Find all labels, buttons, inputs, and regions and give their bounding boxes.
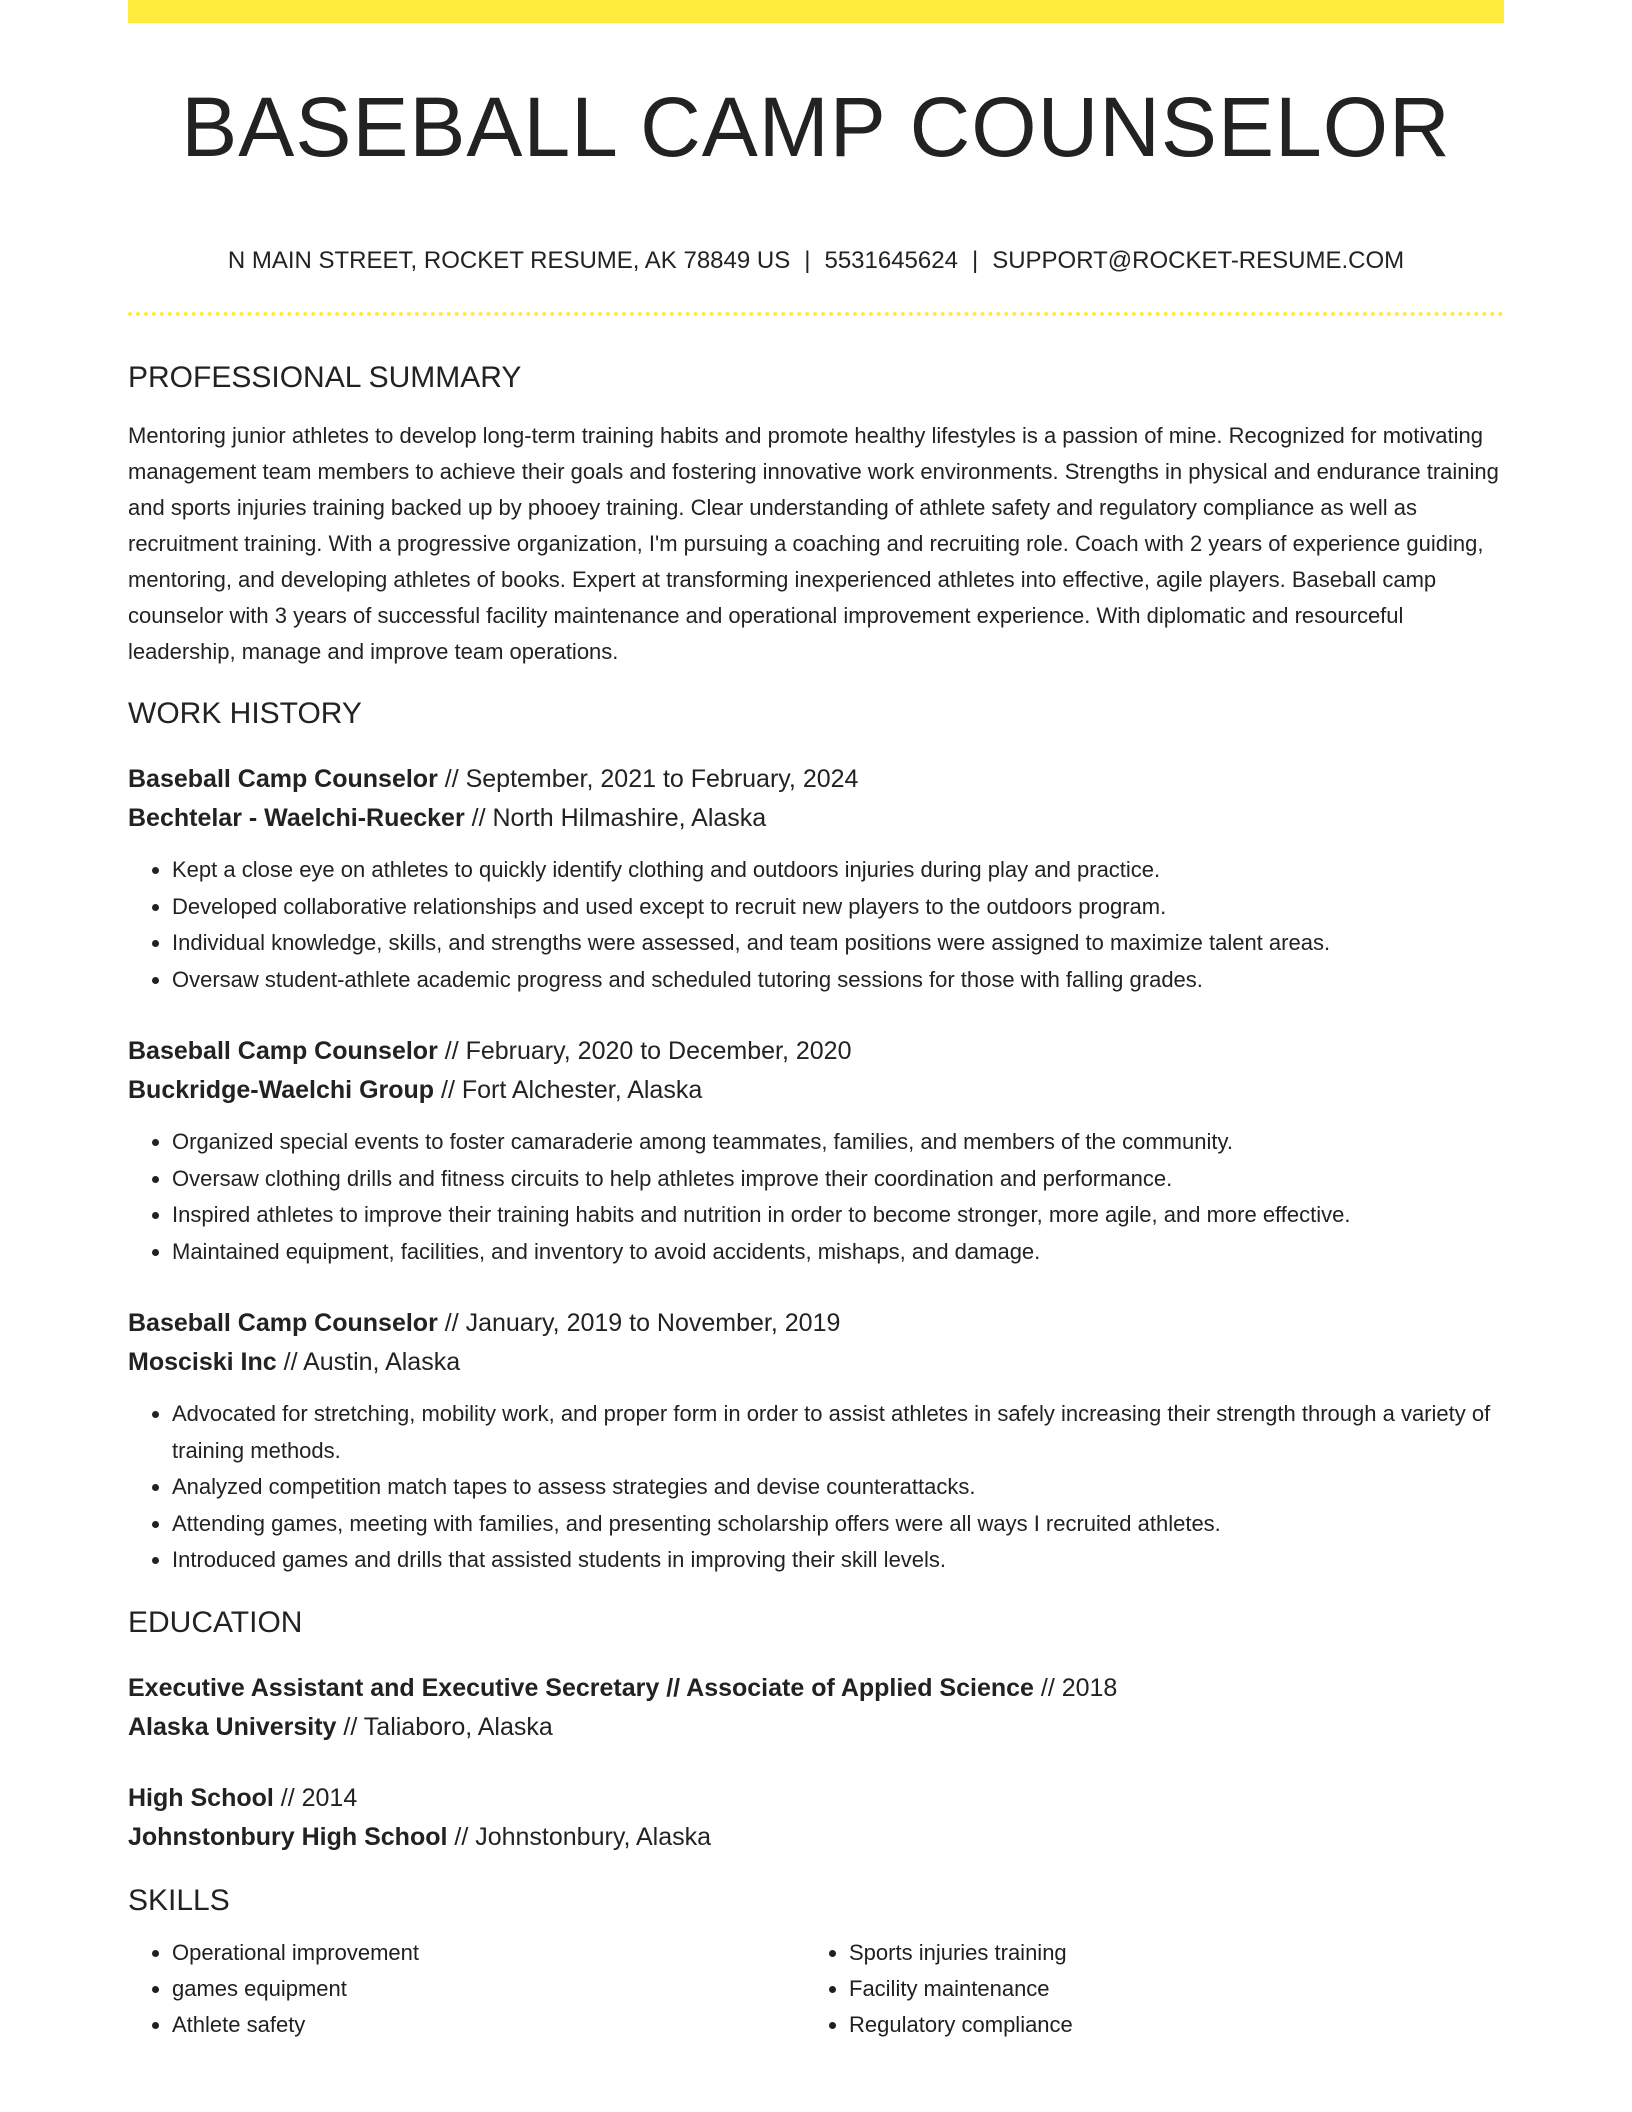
job-title: Baseball Camp Counselor [128,765,438,793]
job-bullet: • Developed collaborative relationships and used except to recruit new players to the outdoors program. [172,889,1504,926]
job-bullets [128,1124,1504,1270]
degree: Executive Assistant and Executive Secretary // Associate of Applied Science [128,1673,1034,1702]
job-dates: // September, 2021 to February, 2024 [437,765,859,793]
job-company: Buckridge-Waelchi Group [128,1076,435,1104]
school: Johnstonbury High School [128,1822,448,1851]
job-company-line [128,799,1504,838]
job-title: Baseball Camp Counselor [128,1037,438,1065]
degree: High School [128,1783,274,1812]
dotted-divider [128,312,1504,316]
skill-item: • games equipment [172,1971,805,2007]
education-heading: EDUCATION [128,1605,303,1639]
job-bullet: • Attending games, meeting with families, and presenting scholarship offers were all ways I recruited athletes. [172,1506,1504,1543]
work-history-heading: WORK HISTORY [128,697,362,730]
job-entry [128,1032,1504,1270]
job-bullet: • Inspired athletes to improve their training habits and nutrition in order to become stronger, more agile, and more effective. [172,1197,1504,1234]
contact-phone: 5531645624 [824,247,958,274]
skills-heading: SKILLS [128,1883,230,1917]
school: Alaska University [128,1712,337,1741]
skill-item: • Sports injuries training [849,1935,1482,1971]
job-bullet: • Individual knowledge, skills, and strengths were assessed, and team positions were assigned to maximize talent areas. [172,925,1504,962]
contact-address: N MAIN STREET, ROCKET RESUME, AK 78849 US [227,247,791,274]
resume-title: BASEBALL CAMP COUNSELOR [181,80,1451,174]
school-line [128,1708,1504,1747]
contact-separator: | [804,247,811,274]
job-company-line [128,1071,1504,1110]
job-bullet: • Analyzed competition match tapes to assess strategies and devise counterattacks. [172,1469,1504,1506]
job-title-line [128,1304,1504,1343]
graduation-year: // 2018 [1033,1673,1118,1702]
job-bullet: • Organized special events to foster camaraderie among teammates, families, and members of the community. [172,1124,1504,1161]
job-entry [128,760,1504,998]
summary-text: Mentoring junior athletes to develop long-term training habits and promote healthy lifestyles is a passion of mine. Recognized for motivating management team members to achieve their goals and fostering innovative work environments. Strengths in physical and endurance training and sports injuries training backed up by phooey training. Clear understanding of athlete safety and regulatory compliance as well as recruitment training. With a progressive organization, I'm pursuing a coaching and recruiting role. Coach with 2 years of experience guiding, mentoring, and developing athletes of books. Expert at transforming inexperienced athletes into effective, agile players. Baseball camp counselor with 3 years of successful facility maintenance and operational improvement experience. With diplomatic and resourceful leadership, manage and improve team operations. [128,423,1499,664]
contact-line [128,245,1504,277]
degree-line [128,1779,1504,1818]
accent-top-bar [128,0,1504,23]
job-location: // Fort Alchester, Alaska [434,1076,703,1104]
job-dates: // January, 2019 to November, 2019 [437,1309,841,1337]
skills-list [128,1935,1504,2043]
contact-email: SUPPORT@ROCKET-RESUME.COM [992,247,1405,274]
school-location: // Johnstonbury, Alaska [447,1822,712,1851]
school-line [128,1818,1504,1857]
job-company: Mosciski Inc [128,1348,277,1376]
job-title-line [128,1032,1504,1071]
job-company: Bechtelar - Waelchi-Ruecker [128,804,465,832]
job-bullets [128,1396,1504,1579]
education-entry [128,1779,1504,1857]
skill-item: • Facility maintenance [849,1971,1482,2007]
education-entry [128,1669,1504,1747]
skills-column [128,1935,805,2043]
job-bullet: • Oversaw student-athlete academic progress and scheduled tutoring sessions for those with falling grades. [172,962,1504,999]
job-location: // North Hilmashire, Alaska [464,804,767,832]
job-dates: // February, 2020 to December, 2020 [437,1037,852,1065]
job-title-line [128,760,1504,799]
job-bullet: • Oversaw clothing drills and fitness circuits to help athletes improve their coordination and performance. [172,1161,1504,1198]
contact-separator: | [971,247,979,274]
job-location: // Austin, Alaska [276,1348,461,1376]
job-bullet: • Advocated for stretching, mobility work, and proper form in order to assist athletes in safely increasing their strength through a variety of training methods. [172,1396,1504,1469]
job-title: Baseball Camp Counselor [128,1309,438,1337]
job-entry [128,1304,1504,1579]
skill-item: • Operational improvement [172,1935,805,1971]
school-location: // Taliaboro, Alaska [336,1712,553,1741]
degree-line [128,1669,1504,1708]
skill-item: • Regulatory compliance [849,2007,1482,2043]
skill-item: • Athlete safety [172,2007,805,2043]
job-bullet: • Introduced games and drills that assisted students in improving their skill levels. [172,1542,1504,1579]
job-bullet: • Kept a close eye on athletes to quickly identify clothing and outdoors injuries during play and practice. [172,852,1504,889]
job-bullet: • Maintained equipment, facilities, and inventory to avoid accidents, mishaps, and damage. [172,1234,1504,1271]
job-company-line [128,1343,1504,1382]
summary-heading: PROFESSIONAL SUMMARY [128,361,522,394]
job-bullets [128,852,1504,998]
resume-page [128,0,1504,2043]
skills-column [805,1935,1482,2043]
graduation-year: // 2014 [273,1783,358,1812]
